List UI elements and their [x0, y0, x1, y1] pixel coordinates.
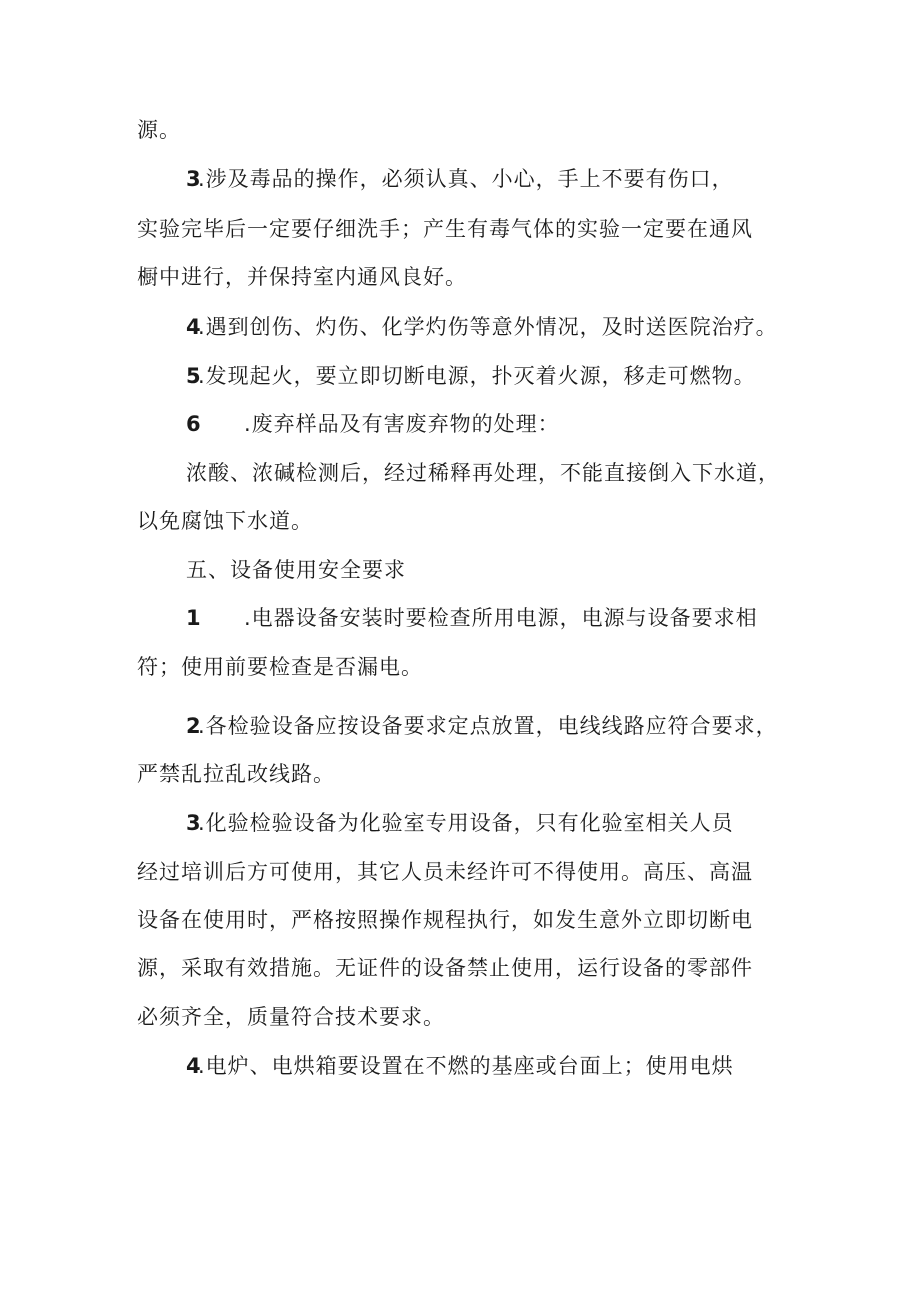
paragraph-item-4b — [186, 1051, 734, 1081]
paragraph-item-4 — [186, 312, 778, 342]
text-line: .各检验设备应按设备要求定点放置，电线线路应符合要求， — [198, 714, 778, 738]
item-number: 4 — [186, 315, 202, 339]
text-line: 严禁乱拉乱改线路。 — [137, 762, 335, 786]
text-line: .电炉、电烘箱要设置在不燃的基座或台面上；使用电烘 — [198, 1054, 734, 1078]
item-number: 2 — [186, 714, 202, 738]
section-heading: 五、设备使用安全要求 — [186, 558, 406, 582]
text-line: 实验完毕后一定要仔细洗手；产生有毒气体的实验一定要在通风 — [137, 217, 753, 241]
text-line: 源，采取有效措施。无证件的设备禁止使用，运行设备的零部件 — [137, 956, 753, 980]
text-line: .涉及毒品的操作，必须认真、小心，手上不要有伤口， — [198, 167, 734, 191]
paragraph-item-1 — [186, 603, 758, 633]
text-line: .遇到创伤、灼伤、化学灼伤等意外情况，及时送医院治疗。 — [198, 315, 778, 339]
item-number: 3 — [186, 167, 202, 191]
text-line: 橱中进行，并保持室内通风良好。 — [137, 265, 467, 289]
text-line: 必须齐全，质量符合技术要求。 — [137, 1005, 445, 1029]
item-number: 1 — [186, 606, 202, 630]
text-line: 符；使用前要检查是否漏电。 — [137, 655, 423, 679]
paragraph-item-3b — [186, 808, 734, 838]
item-number: 5 — [186, 364, 202, 388]
text-line: 源。 — [137, 118, 181, 142]
text-line: 浓酸、浓碱检测后，经过稀释再处理，不能直接倒入下水道， — [186, 461, 780, 485]
paragraph-item-3 — [186, 164, 734, 194]
text-line: .电器设备安装时要检查所用电源，电源与设备要求相 — [244, 606, 758, 630]
paragraph-item-2 — [186, 711, 778, 741]
item-number: 3 — [186, 811, 202, 835]
item-number: 4 — [186, 1054, 202, 1078]
item-number: 6 — [186, 412, 202, 436]
text-line: 经过培训后方可使用，其它人员未经许可不得使用。高压、高温 — [137, 860, 753, 884]
text-line: .发现起火，要立即切断电源，扑灭着火源，移走可燃物。 — [198, 364, 756, 388]
paragraph-item-5 — [186, 361, 756, 391]
text-line: 以免腐蚀下水道。 — [137, 509, 313, 533]
text-line: 设备在使用时，严格按照操作规程执行，如发生意外立即切断电 — [137, 908, 753, 932]
text-line: .化验检验设备为化验室专用设备，只有化验室相关人员 — [198, 811, 734, 835]
text-line: .废弃样品及有害废弃物的处理： — [244, 412, 560, 436]
paragraph-item-6 — [186, 409, 560, 439]
